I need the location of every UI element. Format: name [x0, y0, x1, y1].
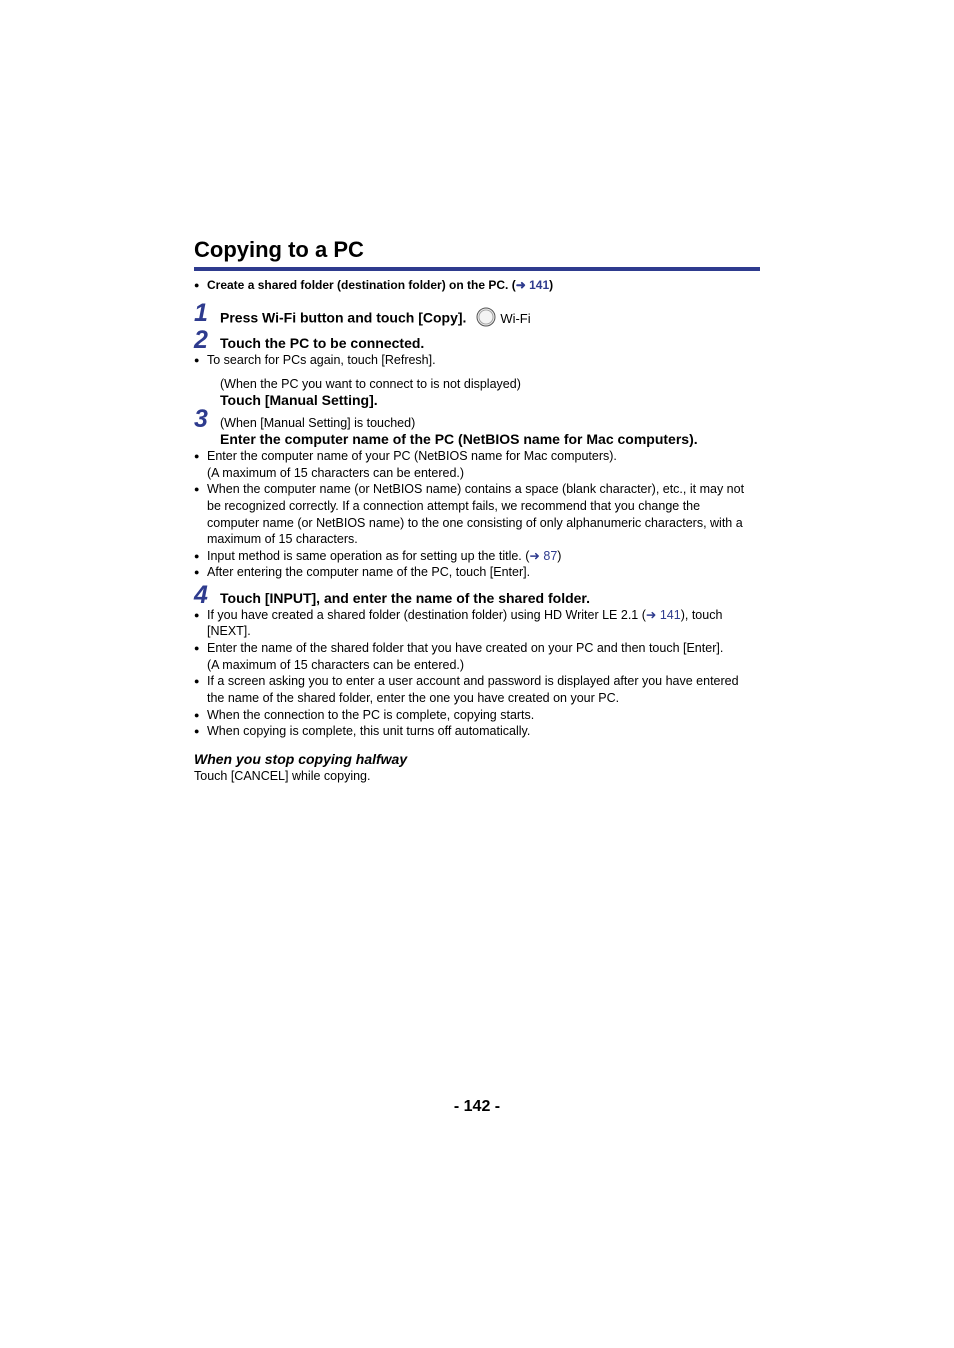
- step2-condition: (When the PC you want to connect to is not displayed): [220, 377, 521, 391]
- step4-instruction: Touch [INPUT], and enter the name of the shared folder.: [220, 590, 591, 606]
- step2-action: Touch [Manual Setting].: [220, 392, 378, 408]
- bullet-icon: ●: [194, 280, 200, 290]
- wifi-label: Wi-Fi: [500, 311, 531, 326]
- bullet-icon: ●: [194, 726, 200, 736]
- step2-bullet: To search for PCs again, touch [Refresh].: [207, 353, 436, 367]
- step3-bullet2-line1: When the computer name (or NetBIOS name) contains a space (blank character), etc., it may not: [207, 482, 745, 496]
- title-underline: [194, 267, 760, 271]
- bullet-icon: ●: [194, 643, 200, 653]
- step3-bullet3: Input method is same operation as for setting up the title. (➜ 87): [207, 549, 562, 563]
- step-number-4: 4: [194, 581, 208, 609]
- bullet-icon: ●: [194, 610, 200, 620]
- step4-bullet2-line1: Enter the name of the shared folder that you have created on your PC and then touch [Enter].: [207, 641, 724, 655]
- step3-bullet2-line3: computer name (or NetBIOS name) to the one consisting of only alphanumeric characters, with a: [207, 516, 743, 530]
- step3-bullet4: After entering the computer name of the PC, touch [Enter].: [207, 565, 531, 579]
- step4-bullet1-line2: [NEXT].: [207, 624, 251, 638]
- bullet-icon: ●: [194, 567, 200, 577]
- stop-text: Touch [CANCEL] while copying.: [194, 769, 371, 783]
- bullet-icon: ●: [194, 676, 200, 686]
- step3-bullet2-line4: maximum of 15 characters.: [207, 532, 358, 546]
- step3-instruction: Enter the computer name of the PC (NetBIOS name for Mac computers).: [220, 431, 698, 447]
- wifi-button-icon: [476, 307, 496, 331]
- step3-condition: (When [Manual Setting] is touched): [220, 416, 416, 430]
- step4-bullet3-line2: the name of the shared folder, enter the one you have created on your PC.: [207, 691, 620, 705]
- step3-bullet1-line2: (A maximum of 15 characters can be entered.): [207, 466, 465, 480]
- step-number-3: 3: [194, 405, 208, 433]
- bullet-icon: ●: [194, 451, 200, 461]
- step2-instruction: Touch the PC to be connected.: [220, 335, 425, 351]
- stop-heading: When you stop copying halfway: [194, 751, 408, 767]
- intro-text: Create a shared folder (destination folder) on the PC. (➜ 141): [207, 278, 554, 292]
- step3-bullet2-line2: be recognized correctly. If a connection attempt fails, we recommend that you change the: [207, 499, 701, 513]
- step4-bullet5: When copying is complete, this unit turns off automatically.: [207, 724, 531, 738]
- step3-bullet1-line1: Enter the computer name of your PC (NetBIOS name for Mac computers).: [207, 449, 617, 463]
- step4-bullet2-line2: (A maximum of 15 characters can be entered.): [207, 658, 465, 672]
- arrow-link[interactable]: ➜ 87: [529, 549, 558, 563]
- arrow-link[interactable]: ➜ 141: [515, 278, 550, 292]
- bullet-icon: ●: [194, 355, 200, 365]
- step-number-2: 2: [194, 326, 208, 354]
- bullet-icon: ●: [194, 551, 200, 561]
- bullet-icon: ●: [194, 710, 200, 720]
- step4-bullet1-line1: If you have created a shared folder (destination folder) using HD Writer LE 2.1 (➜ 141), touch: [207, 608, 723, 622]
- arrow-link[interactable]: ➜ 141: [645, 608, 681, 622]
- page-title: Copying to a PC: [194, 237, 364, 262]
- step-number-1: 1: [194, 299, 208, 327]
- bullet-icon: ●: [194, 484, 200, 494]
- page-number: - 142 -: [453, 1098, 501, 1115]
- step1-instruction: Press Wi-Fi button and touch [Copy]. Wi-Fi: [220, 307, 531, 331]
- step4-bullet4: When the connection to the PC is complete, copying starts.: [207, 708, 535, 722]
- step4-bullet3-line1: If a screen asking you to enter a user account and password is displayed after you have entered: [207, 674, 739, 688]
